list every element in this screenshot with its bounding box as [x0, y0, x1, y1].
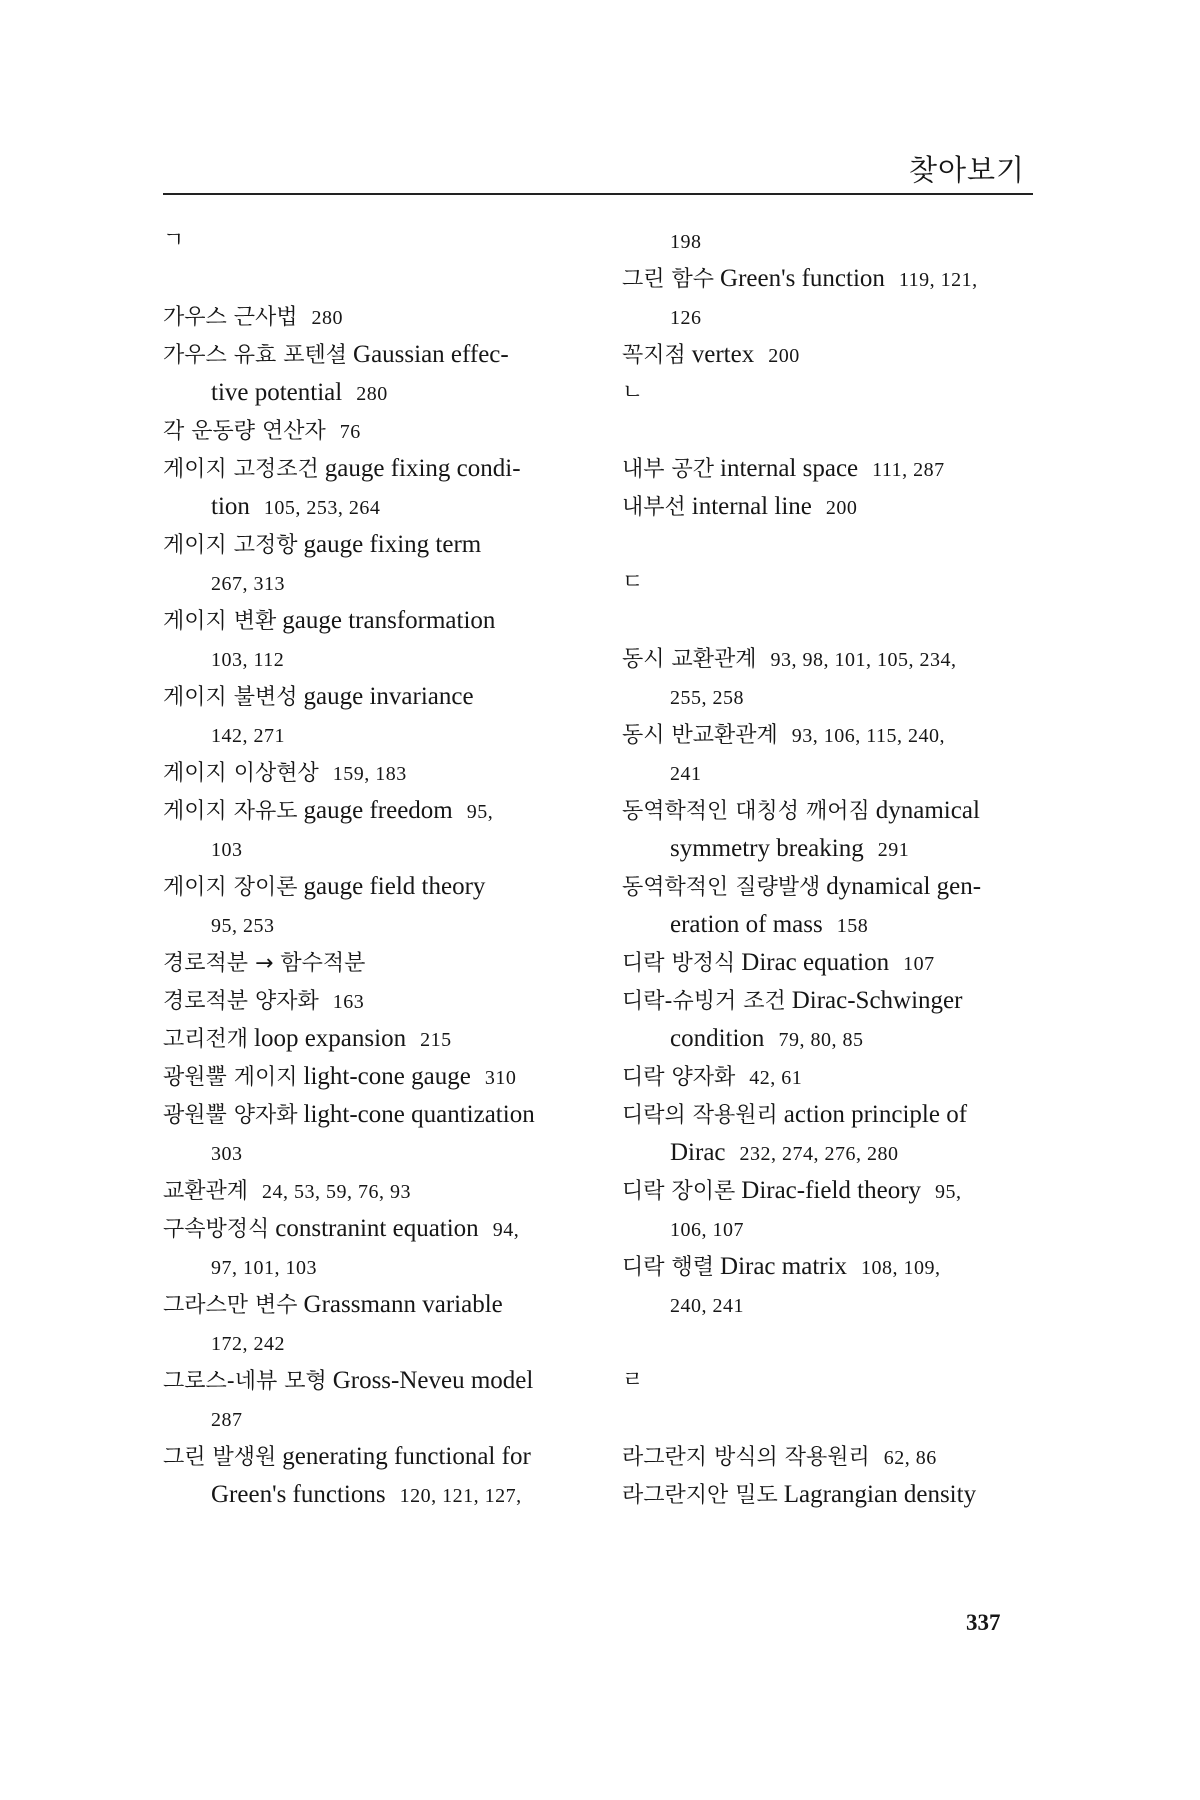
- index-entry-continuation: [622, 298, 1042, 336]
- index-term-korean: 그로스-네뷰 모형: [163, 1369, 327, 1394]
- index-term-korean: 동시 반교환관계: [622, 723, 778, 748]
- index-column-left: [163, 222, 583, 1514]
- index-page-refs: 93, 106, 115, 240,: [791, 725, 946, 747]
- index-entry-continuation: [163, 1324, 583, 1362]
- index-term-korean: 가우스 유효 포텐셜: [163, 343, 348, 368]
- index-page-refs: 310: [484, 1067, 517, 1089]
- index-term-english: action principle of: [783, 1101, 968, 1128]
- index-page-refs: 291: [877, 839, 910, 861]
- index-page-refs: 280: [311, 307, 344, 329]
- index-entry: [163, 1286, 583, 1324]
- index-term-korean: 동시 교환관계: [622, 647, 757, 672]
- index-entry: [622, 944, 1042, 982]
- index-term-english: tive potential: [211, 379, 343, 406]
- index-page-refs: 303: [211, 1143, 243, 1165]
- index-entry: [163, 526, 583, 564]
- index-entry: [622, 1172, 1042, 1210]
- index-term-korean: 교환관계: [163, 1179, 249, 1204]
- index-page-refs: 106, 107: [670, 1219, 744, 1241]
- index-term-english: Gross-Neveu model: [332, 1367, 534, 1394]
- index-page-refs: 280: [356, 383, 388, 405]
- index-term-english: light-cone quantization: [303, 1101, 535, 1128]
- index-term-korean: 동역학적인 질량발생: [622, 875, 821, 900]
- index-term-korean: 게이지 변환: [163, 609, 277, 634]
- index-page-refs: 198: [670, 231, 702, 253]
- index-term-english: gauge invariance: [303, 683, 474, 710]
- index-entry-continuation: [622, 906, 1042, 944]
- index-term-english: Dirac-field theory: [741, 1177, 922, 1204]
- index-entry-continuation: [622, 1286, 1042, 1324]
- index-term-english: dynamical gen-: [826, 873, 982, 900]
- index-page-refs: 24, 53, 59, 76, 93: [262, 1181, 412, 1203]
- index-term-korean: 게이지 고정조건: [163, 457, 319, 482]
- index-term-korean: 각 운동량 연산자: [163, 419, 326, 444]
- index-term-korean: 광원뿔 게이지: [163, 1065, 298, 1090]
- index-entry: [163, 982, 583, 1020]
- index-entry-continuation: [163, 716, 583, 754]
- index-term-korean: 구속방정식: [163, 1217, 270, 1242]
- index-page-refs: 95,: [466, 801, 494, 823]
- index-term-english: Lagrangian density: [783, 1481, 977, 1508]
- index-term-english: Grassmann variable: [303, 1291, 503, 1318]
- index-term-english: gauge transformation: [282, 607, 496, 634]
- index-entry-continuation: [622, 1210, 1042, 1248]
- index-entry: [622, 336, 1042, 374]
- index-column-right: [622, 222, 1042, 1514]
- index-page-refs: 95, 253: [211, 915, 275, 937]
- index-term-english: Gaussian effec-: [353, 341, 509, 368]
- index-entry-continuation: [163, 564, 583, 602]
- index-section-letter: ㄱ: [163, 228, 185, 253]
- index-term-english: light-cone gauge: [303, 1063, 471, 1090]
- index-page-refs: 232, 274, 276, 280: [739, 1143, 899, 1165]
- index-term-korean: 게이지 장이론: [163, 875, 298, 900]
- index-term-korean: 경로적분 양자화: [163, 989, 319, 1014]
- index-page-refs: 95,: [935, 1181, 962, 1203]
- index-entry: [163, 1172, 583, 1210]
- index-entry: [622, 488, 1042, 526]
- index-entry: [163, 336, 583, 374]
- index-page-refs: 267, 313: [211, 573, 285, 595]
- index-entry: [622, 1248, 1042, 1286]
- index-page-refs: 79, 80, 85: [778, 1029, 864, 1051]
- index-term-english: condition: [670, 1025, 765, 1052]
- index-term-korean: 디락 방정식: [622, 951, 736, 976]
- index-term-korean: 동역학적인 대칭성 깨어짐: [622, 799, 870, 824]
- index-page-refs: 105, 253, 264: [263, 497, 381, 519]
- index-term-korean: 게이지 이상현상: [163, 761, 319, 786]
- index-entry: [622, 982, 1042, 1020]
- index-entry: [622, 1096, 1042, 1134]
- index-page-refs: 158: [836, 915, 869, 937]
- index-entry-continuation: [622, 754, 1042, 792]
- index-page-refs: 94,: [492, 1219, 520, 1241]
- index-entry: [622, 1476, 1042, 1514]
- index-term-english: generating functional for: [282, 1443, 531, 1470]
- index-page-refs: 97, 101, 103: [211, 1257, 317, 1279]
- index-page-refs: 103: [211, 839, 243, 861]
- header-rule: [163, 193, 1033, 195]
- index-entry: [622, 792, 1042, 830]
- index-entry-continuation: [163, 830, 583, 868]
- index-term-english: Green's function: [720, 265, 885, 292]
- index-term-korean: 게이지 자유도: [163, 799, 298, 824]
- index-entry-continuation: [622, 830, 1042, 868]
- index-page-refs: 76: [339, 421, 361, 443]
- index-term-english: constranint equation: [275, 1215, 479, 1242]
- index-term-english: internal space: [720, 455, 859, 482]
- index-term-korean: 라그란지 방식의 작용원리: [622, 1445, 870, 1470]
- index-term-english: gauge freedom: [303, 797, 453, 824]
- index-entry: [163, 868, 583, 906]
- index-term-english: Dirac equation: [741, 949, 890, 976]
- index-term-english: gauge field theory: [303, 873, 486, 900]
- index-entry-continuation: [163, 1248, 583, 1286]
- index-entry: [163, 1096, 583, 1134]
- index-term-korean: 디락 양자화: [622, 1065, 736, 1090]
- index-entry: [622, 640, 1042, 678]
- index-entry: [622, 716, 1042, 754]
- index-page-refs: 159, 183: [332, 763, 407, 785]
- index-entry: [163, 602, 583, 640]
- index-page-refs: 287: [211, 1409, 243, 1431]
- index-term-korean: 디락의 작용원리: [622, 1103, 778, 1128]
- index-term-english: Green's functions: [211, 1481, 386, 1508]
- index-section-letter: ㄴ: [622, 380, 644, 405]
- index-section-letter: ㄹ: [622, 1368, 644, 1393]
- index-term-english: loop expansion: [254, 1025, 407, 1052]
- index-page-refs: 111, 287: [872, 459, 945, 481]
- index-term-english: internal line: [691, 493, 812, 520]
- page-header-title: 찾아보기: [908, 153, 1025, 187]
- index-entry: [622, 1438, 1042, 1476]
- index-term-english: gauge fixing term: [303, 531, 482, 558]
- index-page-refs: 107: [903, 953, 935, 975]
- index-term-korean: 고리전개: [163, 1027, 249, 1052]
- index-term-english: dynamical: [875, 797, 980, 824]
- index-page-refs: 108, 109,: [861, 1257, 941, 1279]
- index-entry-continuation: [163, 1476, 583, 1514]
- index-term-korean: 경로적분 → 함수적분: [163, 951, 366, 976]
- index-term-english: eration of mass: [670, 911, 823, 938]
- index-gap: [163, 260, 583, 298]
- index-page-refs: 126: [670, 307, 702, 329]
- index-page-refs: 62, 86: [883, 1447, 937, 1469]
- index-page-refs: 103, 112: [211, 649, 285, 671]
- index-entry: [163, 298, 583, 336]
- index-entry-continuation: [622, 1134, 1042, 1172]
- index-term-korean: 디락 행렬: [622, 1255, 715, 1280]
- index-entry: [163, 450, 583, 488]
- index-page-refs: 93, 98, 101, 105, 234,: [770, 649, 957, 671]
- index-page-refs: 119, 121,: [898, 269, 978, 291]
- index-entry: [163, 1210, 583, 1248]
- index-gap: [622, 526, 1042, 564]
- index-term-korean: 게이지 불변성: [163, 685, 298, 710]
- index-entry-continuation: [622, 678, 1042, 716]
- index-term-korean: 디락-슈빙거 조건: [622, 989, 786, 1014]
- index-entry: [622, 868, 1042, 906]
- index-term-korean: 디락 장이론: [622, 1179, 736, 1204]
- index-term-korean: 게이지 고정항: [163, 533, 298, 558]
- index-entry-continuation: [163, 374, 583, 412]
- index-entry: [163, 1362, 583, 1400]
- index-term-korean: 내부 공간: [622, 457, 715, 482]
- index-term-english: Dirac-Schwinger: [791, 987, 963, 1014]
- index-term-english: vertex: [691, 341, 755, 368]
- index-entry: [163, 944, 583, 982]
- index-page-refs: 255, 258: [670, 687, 744, 709]
- index-entry-continuation: [163, 488, 583, 526]
- index-page-refs: 215: [420, 1029, 452, 1051]
- index-term-english: tion: [211, 493, 250, 520]
- index-page-refs: 200: [768, 345, 800, 367]
- index-page-refs: 163: [332, 991, 365, 1013]
- index-entry: [622, 450, 1042, 488]
- index-section-letter: ㄷ: [622, 570, 644, 595]
- index-entry: [163, 1020, 583, 1058]
- index-page-refs: 240, 241: [670, 1295, 744, 1317]
- index-entry-continuation: [163, 1400, 583, 1438]
- index-term-korean: 그린 발생원: [163, 1445, 277, 1470]
- index-page-refs: 42, 61: [749, 1067, 803, 1089]
- index-page-refs: 200: [825, 497, 858, 519]
- index-entry: [622, 1058, 1042, 1096]
- index-entry: [622, 260, 1042, 298]
- index-page-refs: 142, 271: [211, 725, 285, 747]
- index-gap: [622, 602, 1042, 640]
- index-entry: [163, 792, 583, 830]
- index-entry-continuation: [622, 1020, 1042, 1058]
- index-entry: [163, 412, 583, 450]
- index-entry-continuation: [163, 906, 583, 944]
- index-term-korean: 꼭지점: [622, 343, 686, 368]
- index-page-refs: 120, 121, 127,: [399, 1485, 522, 1507]
- index-entry: [163, 1438, 583, 1476]
- index-entry: [163, 678, 583, 716]
- index-gap: [622, 1400, 1042, 1438]
- index-term-korean: 가우스 근사법: [163, 305, 298, 330]
- index-term-korean: 라그란지안 밀도: [622, 1483, 778, 1508]
- index-term-english: Dirac matrix: [720, 1253, 848, 1280]
- index-entry-continuation: [622, 222, 1042, 260]
- index-term-korean: 광원뿔 양자화: [163, 1103, 298, 1128]
- index-term-english: gauge fixing condi-: [324, 455, 521, 482]
- index-entry: [163, 1058, 583, 1096]
- index-page-refs: 172, 242: [211, 1333, 285, 1355]
- index-term-english: Dirac: [670, 1139, 726, 1166]
- page-number: 337: [966, 1610, 1001, 1635]
- index-term-korean: 내부선: [622, 495, 686, 520]
- index-entry-continuation: [163, 1134, 583, 1172]
- index-gap: [622, 1324, 1042, 1362]
- index-term-english: symmetry breaking: [670, 835, 864, 862]
- index-term-korean: 그린 함수: [622, 267, 715, 292]
- index-entry: [163, 754, 583, 792]
- index-term-korean: 그라스만 변수: [163, 1293, 298, 1318]
- index-page-refs: 241: [670, 763, 702, 785]
- index-entry-continuation: [163, 640, 583, 678]
- index-gap: [622, 412, 1042, 450]
